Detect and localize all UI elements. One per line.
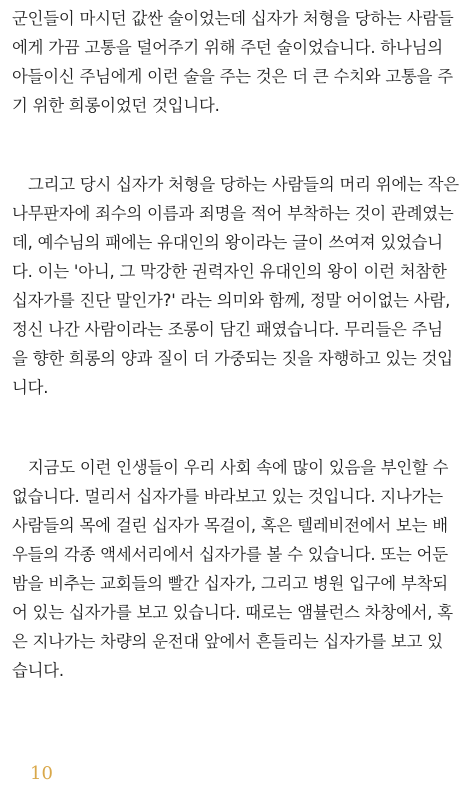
paragraph-3 (12, 453, 460, 685)
text-line: 을 향한 희롱의 양과 질이 더 가중되는 짓을 자행하고 있는 것입 (12, 349, 453, 368)
text-line: 습니다. (12, 661, 64, 680)
text-line: 밤을 비추는 교회들의 빨간 십자가, 그리고 병원 입구에 부착되 (12, 574, 448, 593)
paragraph-1 (12, 4, 460, 120)
text-line: 그리고 당시 십자가 처형을 당하는 사람들의 머리 위에는 작은 (28, 175, 459, 194)
text-line: 지금도 이런 인생들이 우리 사회 속에 많이 있음을 부인할 수 (28, 458, 449, 477)
text-line: 십자가를 진단 말인가?' 라는 의미와 함께, 정말 어이없는 사람, (12, 291, 451, 310)
page-number: 10 (30, 763, 53, 784)
text-line: 에게 가끔 고통을 덜어주기 위해 주던 술이었습니다. 하나님의 (12, 38, 443, 57)
text-line: 다. 이는 '아니, 그 막강한 권력자인 유대인의 왕이 이런 처참한 (12, 262, 447, 281)
text-line: 우들의 각종 액세서리에서 십자가를 볼 수 있습니다. 또는 어둔 (12, 545, 448, 564)
text-line: 아들이신 주님에게 이런 술을 주는 것은 더 큰 수치와 고통을 주 (12, 67, 453, 86)
text-line: 군인들이 마시던 값싼 술이었는데 십자가 처형을 당하는 사람들 (12, 9, 454, 28)
text-line: 데, 예수님의 패에는 유대인의 왕이라는 글이 쓰여져 있었습니 (12, 233, 443, 252)
text-line: 사람들의 목에 걸린 십자가 목걸이, 혹은 텔레비전에서 보는 배 (12, 516, 448, 535)
text-line: 니다. (12, 378, 49, 397)
paragraph-2 (12, 170, 460, 402)
text-line: 어 있는 십자가를 보고 있습니다. 때로는 앰뷸런스 차창에서, 혹 (12, 603, 453, 622)
text-line: 은 지나가는 차량의 운전대 앞에서 흔들리는 십자가를 보고 있 (12, 632, 443, 651)
text-line: 기 위한 희롱이었던 것입니다. (12, 96, 220, 115)
text-line: 정신 나간 사람이라는 조롱이 담긴 패였습니다. 무리들은 주님 (12, 320, 443, 339)
text-line: 없습니다. 멀리서 십자가를 바라보고 있는 것입니다. 지나가는 (12, 487, 443, 506)
text-line: 나무판자에 죄수의 이름과 죄명을 적어 부착하는 것이 관례였는 (12, 204, 454, 223)
